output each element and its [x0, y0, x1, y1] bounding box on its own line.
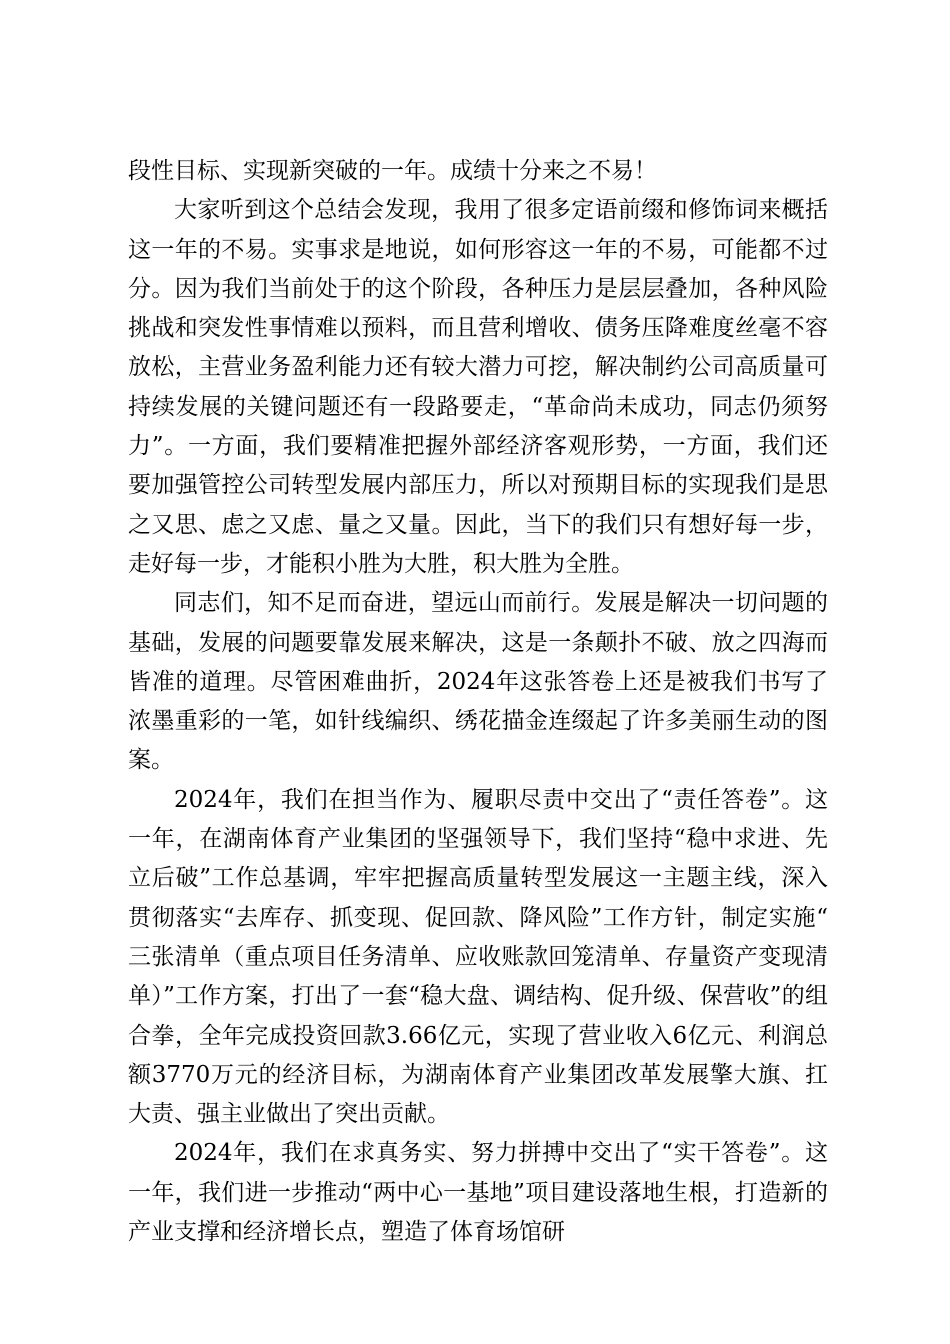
- paragraph-1: 段性目标、实现新突破的一年。成绩十分来之不易！: [128, 158, 657, 184]
- paragraph-5: 2024年，我们在求真务实、努力拼搏中交出了“实干答卷”。这一年，我们进一步推动“两中心一基地”项目建设落地生根，打造新的产业支撑和经济增长点，塑造了体育场馆研: [128, 1140, 828, 1246]
- document-body: [128, 152, 828, 1252]
- paragraph-4: 2024年，我们在担当作为、履职尽责中交出了“责任答卷”。这一年，在湖南体育产业集团的坚强领导下，我们坚持“稳中求进、先立后破”工作总基调，牢牢把握高质量转型发展这一主题主线，深入贯彻落实“去库存、抓变现、促回款、降风险”工作方针，制定实施“三张清单（重点项目任务清单、应收账款回笼清单、存量资产变现清单）”工作方案，打出了一套“稳大盘、调结构、促升级、保营收”的组合拳，全年完成投资回款3.66亿元，实现了营业收入6亿元、利润总额3770万元的经济目标，为湖南体育产业集团改革发展擎大旗、扛大责、强主业做出了突出贡献。: [128, 786, 828, 1128]
- paragraph-2: 大家听到这个总结会发现，我用了很多定语前缀和修饰词来概括这一年的不易。实事求是地说，如何形容这一年的不易，可能都不过分。因为我们当前处于的这个阶段，各种压力是层层叠加，各种风险挑战和突发性事情难以预料，而且营利增收、债务压降难度丝毫不容放松，主营业务盈利能力还有较大潜力可挖，解决制约公司高质量可持续发展的关键问题还有一段路要走，“革命尚未成功，同志仍须努力”。一方面，我们要精准把握外部经济客观形势，一方面，我们还要加强管控公司转型发展内部压力，所以对预期目标的实现我们是思之又思、虑之又虑、量之又量。因此，当下的我们只有想好每一步，走好每一步，才能积小胜为大胜，积大胜为全胜。: [128, 197, 828, 577]
- paragraph-3: 同志们，知不足而奋进，望远山而前行。发展是解决一切问题的基础，发展的问题要靠发展来解决，这是一条颠扑不破、放之四海而皆准的道理。尽管困难曲折，2024年这张答卷上还是被我们书写了浓墨重彩的一笔，如针线编织、绣花描金连缀起了许多美丽生动的图案。: [128, 590, 828, 774]
